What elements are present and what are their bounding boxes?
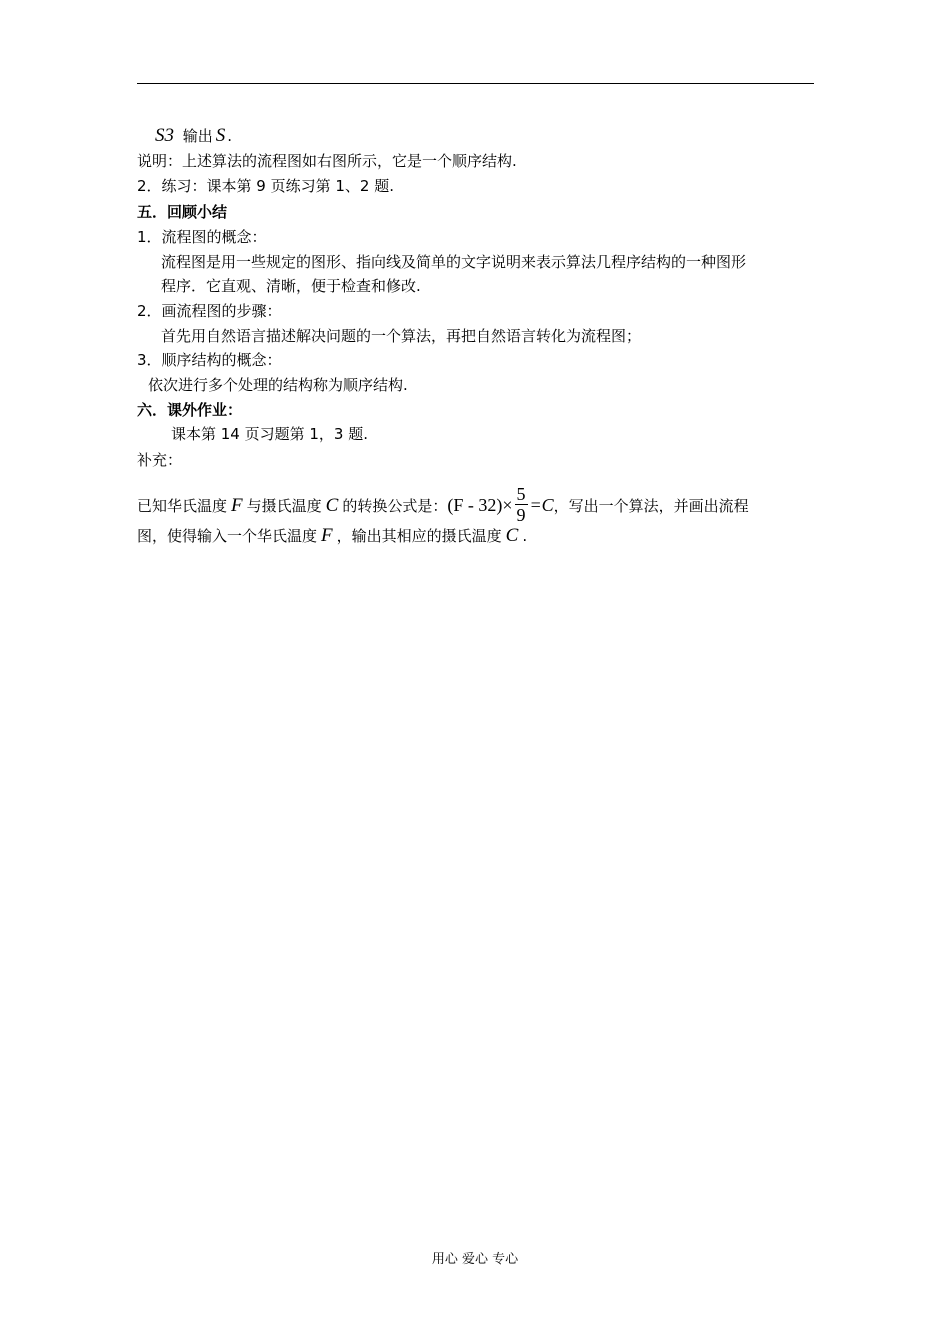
step-s3-line: [155, 126, 232, 146]
fraction-numerator: 5: [516, 484, 526, 504]
item-1-body-line2: 程序．它直观、清晰，便于检查和修改.: [161, 277, 421, 295]
formula-right: =C: [529, 495, 554, 515]
problem-line-1: [137, 486, 749, 527]
fraction-denominator: 9: [516, 505, 526, 525]
problem-text-b: 与摄氏温度: [246, 497, 322, 515]
item-3-body: 依次进行多个处理的结构称为顺序结构.: [148, 376, 408, 394]
formula-fraction: [515, 484, 528, 525]
celsius-var: C: [325, 495, 339, 516]
item-2-title: 2．画流程图的步骤：: [137, 302, 282, 320]
problem-text-f: ，输出其相应的摄氏温度: [336, 527, 502, 545]
supplement-label: 补充：: [137, 451, 183, 469]
header-rule: [137, 83, 814, 84]
s3-text: 输出: [182, 127, 213, 145]
note-line: 说明：上述算法的流程图如右图所示，它是一个顺序结构.: [137, 152, 517, 170]
problem-text-d: ，写出一个算法，并画出流程: [553, 497, 749, 515]
fahrenheit-var-2: F: [321, 525, 333, 546]
item-1-body-line1: 流程图是用一些规定的图形、指向线及简单的文字说明来表示算法几程序结构的一种图形: [161, 253, 747, 271]
page-footer: 用心 爱心 专心: [431, 1252, 519, 1267]
s3-label: S3: [155, 125, 174, 146]
s3-output-var: S: [215, 125, 226, 146]
formula-left: (F - 32)×: [447, 495, 513, 515]
problem-period: .: [522, 527, 528, 545]
homework-line: 课本第 14 页习题第 1，3 题.: [171, 425, 369, 443]
section-six-heading: 六．课外作业：: [137, 401, 243, 419]
problem-text-c: 的转换公式是：: [342, 497, 448, 515]
item-2-body: 首先用自然语言描述解决问题的一个算法，再把自然语言转化为流程图；: [161, 327, 642, 345]
item-3-title: 3．顺序结构的概念：: [137, 351, 282, 369]
celsius-var-2: C: [505, 525, 519, 546]
fahrenheit-var: F: [231, 495, 243, 516]
s3-period: .: [227, 127, 233, 145]
problem-text-a: 已知华氏温度: [137, 497, 228, 515]
item-1-title: 1．流程图的概念：: [137, 228, 267, 246]
problem-line-2: [137, 526, 527, 546]
section-five-heading: 五．回顾小结: [137, 203, 228, 221]
problem-text-e: 图，使得输入一个华氏温度: [137, 527, 318, 545]
exercise-line: 2．练习：课本第 9 页练习第 1、2 题.: [137, 177, 395, 195]
